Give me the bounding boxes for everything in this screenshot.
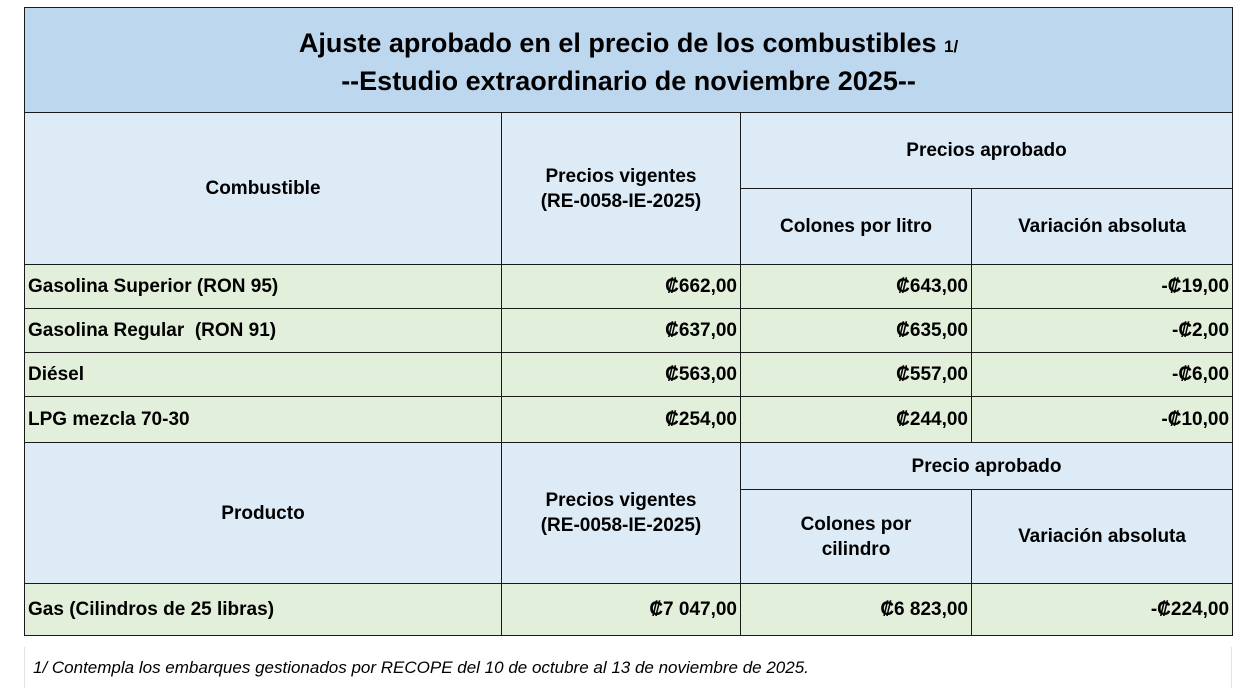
price-table-container: [24, 7, 1232, 636]
header-combustible: Combustible: [25, 113, 502, 265]
header-row-1: [25, 113, 1233, 189]
price-vigente: ₡637,00: [502, 309, 741, 353]
header-cilindro-line1: Colones por: [800, 513, 912, 535]
footnote: 1/ Contempla los embarques gestionados por RECOPE del 10 de octubre al 13 de noviembre de 2025.: [24, 647, 1232, 688]
price-variacion: -₡6,00: [972, 353, 1233, 397]
header-variacion-2: Variación absoluta: [972, 490, 1233, 584]
product-name: Gas (Cilindros de 25 libras): [25, 584, 502, 636]
table-row: [25, 397, 1233, 443]
header-precio-aprobado: Precio aprobado: [741, 443, 1233, 490]
header-colones-cilindro: [741, 490, 972, 584]
fuel-name: Gasolina Regular (RON 91): [25, 309, 502, 353]
price-variacion: -₡224,00: [972, 584, 1233, 636]
price-variacion: -₡19,00: [972, 265, 1233, 309]
table-row: [25, 584, 1233, 636]
title-line1: Ajuste aprobado en el precio de los combustibles: [298, 28, 937, 58]
price-vigente: ₡563,00: [502, 353, 741, 397]
header-vigentes-line1: Precios vigentes: [545, 165, 697, 187]
price-aprobado: ₡557,00: [741, 353, 972, 397]
price-variacion: -₡2,00: [972, 309, 1233, 353]
header-vigentes2-line1: Precios vigentes: [545, 490, 697, 511]
header-vigentes2-line2: (RE-0058-IE-2025): [540, 515, 702, 536]
header-row-3: [25, 443, 1233, 490]
fuel-price-table: [24, 7, 1233, 636]
table-row: [25, 309, 1233, 353]
title-line2: --Estudio extraordinario de noviembre 2025--: [341, 66, 916, 96]
price-aprobado: ₡6 823,00: [741, 584, 972, 636]
table-title: [25, 8, 1233, 113]
table-row: [25, 353, 1233, 397]
price-vigente: ₡7 047,00: [502, 584, 741, 636]
price-vigente: ₡254,00: [502, 397, 741, 443]
price-aprobado: ₡635,00: [741, 309, 972, 353]
price-aprobado: ₡643,00: [741, 265, 972, 309]
header-vigentes-line2: (RE-0058-IE-2025): [540, 190, 702, 212]
header-precios-vigentes: [502, 113, 741, 265]
header-variacion: Variación absoluta: [972, 189, 1233, 265]
header-precios-aprobado: Precios aprobado: [741, 113, 1233, 189]
fuel-name: Gasolina Superior (RON 95): [25, 265, 502, 309]
header-cilindro-line2: cilindro: [821, 538, 891, 560]
table-row: [25, 265, 1233, 309]
price-vigente: ₡662,00: [502, 265, 741, 309]
fuel-name: Diésel: [25, 353, 502, 397]
header-producto: Producto: [25, 443, 502, 584]
header-colones-litro: Colones por litro: [741, 189, 972, 265]
title-row: [25, 8, 1233, 113]
fuel-name: LPG mezcla 70-30: [25, 397, 502, 443]
title-footnote-ref: 1/: [944, 37, 959, 56]
price-variacion: -₡10,00: [972, 397, 1233, 443]
header-precios-vigentes-2: [502, 443, 741, 584]
price-aprobado: ₡244,00: [741, 397, 972, 443]
